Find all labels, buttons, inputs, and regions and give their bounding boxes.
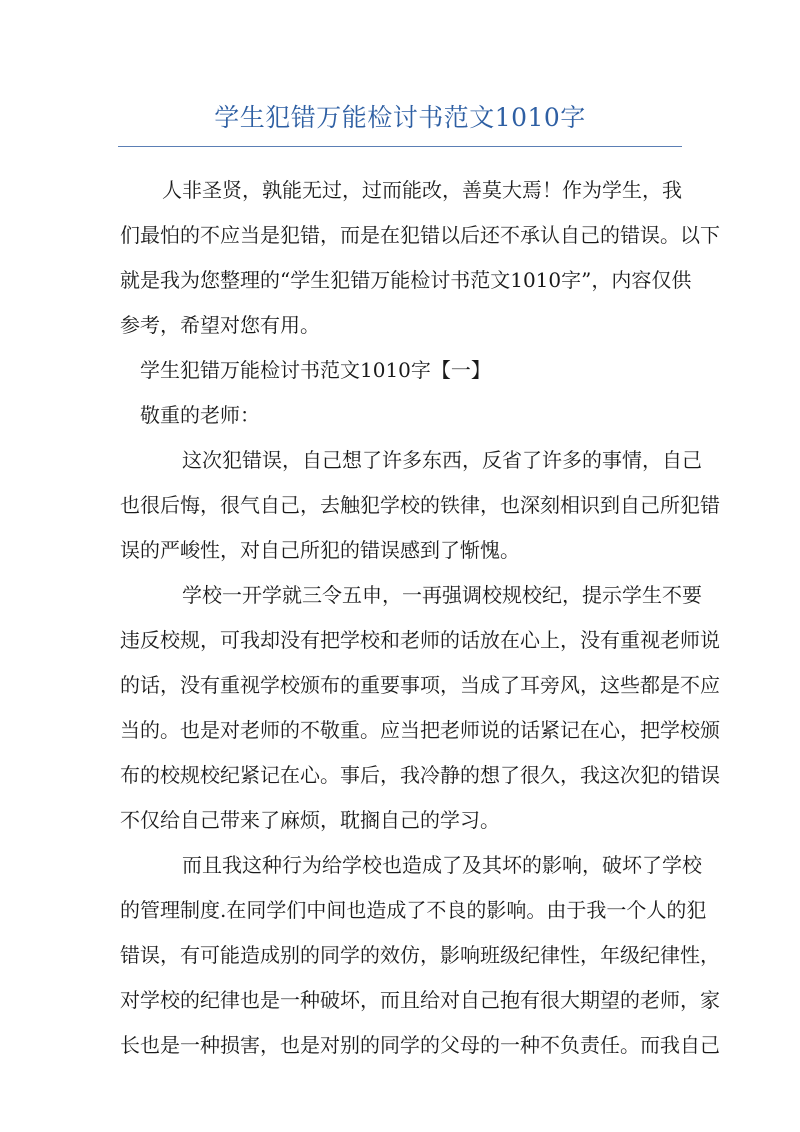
text-line: 违反校规，可我却没有把学校和老师的话放在心上，没有重视老师说	[120, 628, 720, 652]
paragraph	[120, 348, 682, 393]
paragraph	[120, 843, 720, 1068]
text-line: 不仅给自己带来了麻烦，耽搁自己的学习。	[120, 808, 500, 832]
text-line: 对学校的纪律也是一种破坏，而且给对自己抱有很大期望的老师，家	[120, 988, 720, 1012]
text-line: 参考，希望对您有用。	[120, 313, 320, 337]
text-line: 们最怕的不应当是犯错，而是在犯错以后还不承认自己的错误。以下	[120, 223, 720, 247]
document-body	[120, 168, 720, 1068]
paragraph	[120, 393, 682, 438]
text-line: 错误，有可能造成别的同学的效仿，影响班级纪律性，年级纪律性，	[120, 943, 720, 967]
text-line: 学生犯错万能检讨书范文1010字【一】	[140, 358, 491, 382]
text-line: 这次犯错误，自己想了许多东西，反省了许多的事情，自己	[182, 448, 702, 472]
document-title: 学生犯错万能检讨书范文1010字	[214, 103, 586, 132]
paragraph	[120, 573, 720, 843]
text-line: 的管理制度.在同学们中间也造成了不良的影响。由于我一个人的犯	[120, 898, 707, 922]
text-line: 人非圣贤，孰能无过，过而能改，善莫大焉！作为学生，我	[162, 178, 682, 202]
text-line: 的话，没有重视学校颁布的重要事项，当成了耳旁风，这些都是不应	[120, 673, 720, 697]
text-line: 也很后悔，很气自己，去触犯学校的铁律，也深刻相识到自己所犯错	[120, 493, 720, 517]
paragraph	[120, 168, 720, 348]
text-line: 就是我为您整理的“学生犯错万能检讨书范文1010字”，内容仅供	[120, 268, 692, 292]
text-line: 学校一开学就三令五申，一再强调校规校纪，提示学生不要	[182, 583, 702, 607]
text-line: 当的。也是对老师的不敬重。应当把老师说的话紧记在心，把学校颁	[120, 718, 720, 742]
text-line: 敬重的老师：	[140, 403, 260, 427]
text-line: 误的严峻性，对自己所犯的错误感到了惭愧。	[120, 538, 520, 562]
text-line: 而且我这种行为给学校也造成了及其坏的影响，破坏了学校	[182, 853, 702, 877]
text-line: 布的校规校纪紧记在心。事后，我冷静的想了很久，我这次犯的错误	[120, 763, 720, 787]
title-underline	[118, 146, 682, 147]
paragraph	[120, 438, 720, 573]
text-line: 长也是一种损害，也是对别的同学的父母的一种不负责任。而我自己	[120, 1033, 720, 1057]
